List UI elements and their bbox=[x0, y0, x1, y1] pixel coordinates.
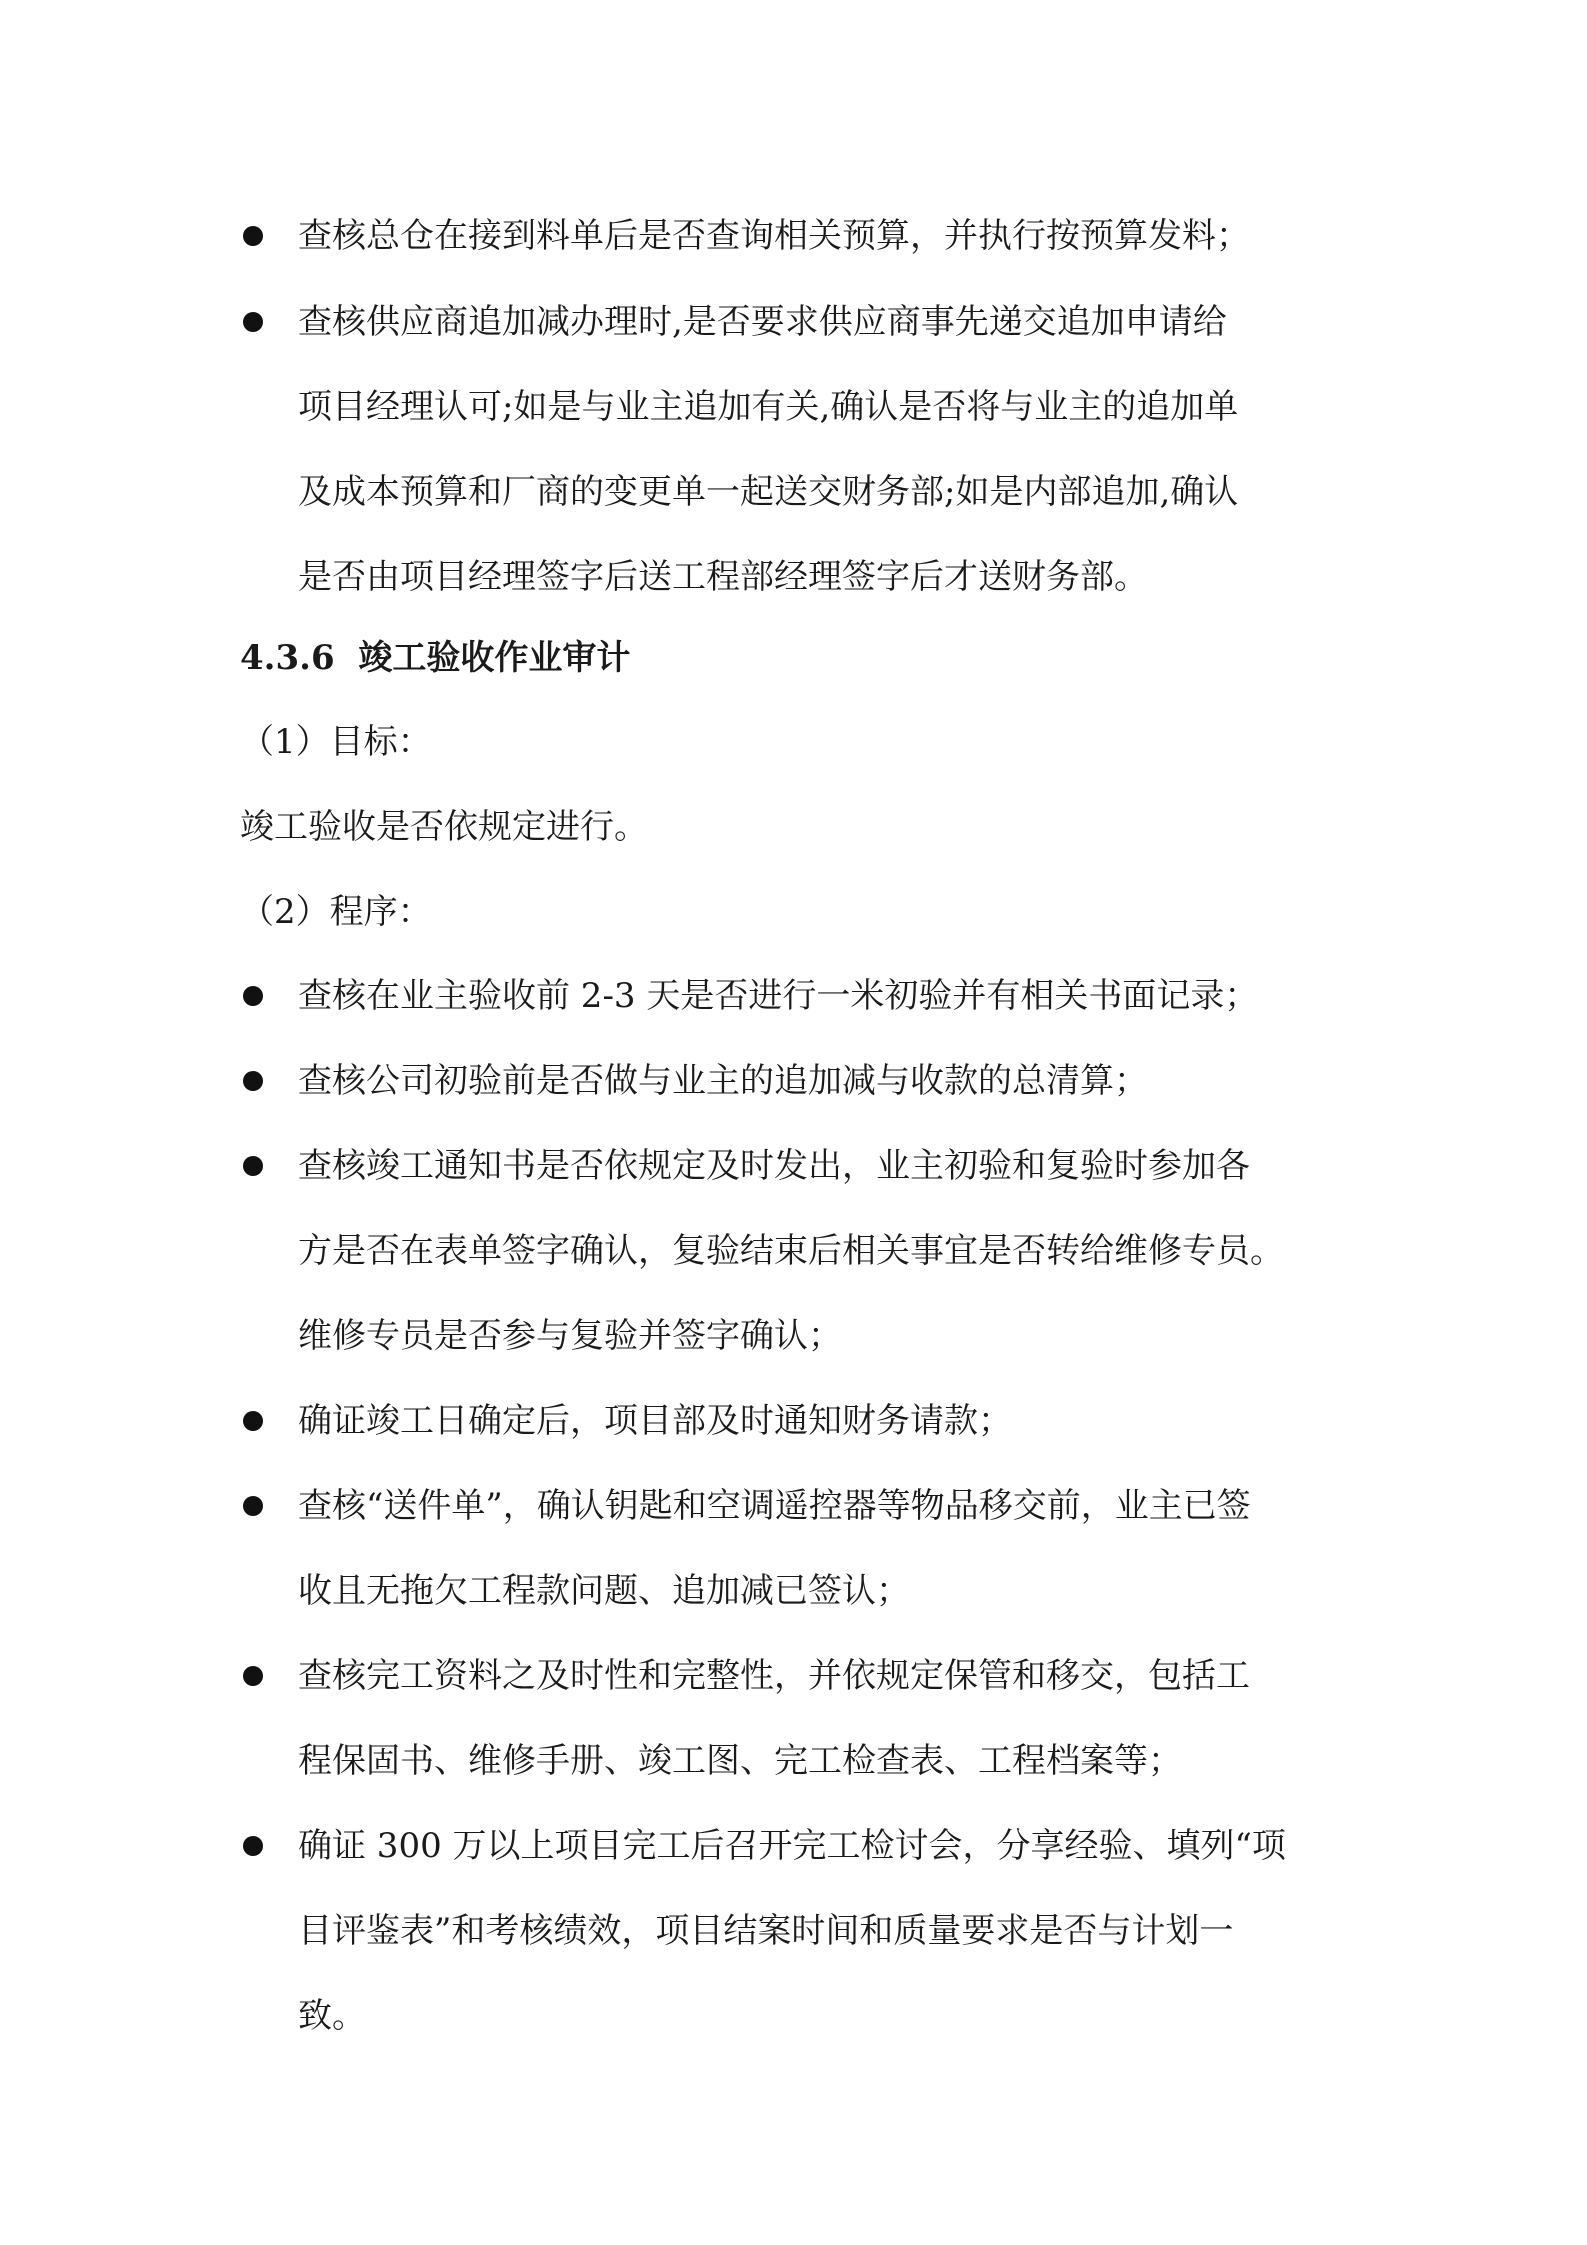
bullet-text: 维修专员是否参与复验并签字确认； bbox=[298, 1316, 842, 1356]
section-number: 4.3.6 bbox=[240, 638, 335, 678]
bullet-icon bbox=[243, 312, 263, 332]
bullet-text: 目评鉴表”和考核绩效，项目结案时间和质量要求是否与计划一 bbox=[298, 1911, 1234, 1951]
bullet-icon bbox=[243, 986, 263, 1006]
bullet-text: 项目经理认可;如是与业主追加有关,确认是否将与业主的追加单 bbox=[298, 387, 1239, 427]
section-title: 竣工验收作业审计 bbox=[358, 638, 631, 678]
bullet-icon bbox=[243, 226, 263, 246]
bullet-text: 程保固书、维修手册、竣工图、完工检查表、工程档案等； bbox=[298, 1741, 1182, 1781]
bullet-text: 确证 300 万以上项目完工后召开完工检讨会，分享经验、填列“项 bbox=[298, 1826, 1286, 1866]
bullet-text: 查核在业主验收前 2-3 天是否进行一米初验并有相关书面记录； bbox=[298, 976, 1259, 1016]
bullet-text: 查核总仓在接到料单后是否查询相关预算，并执行按预算发料； bbox=[298, 216, 1250, 256]
bullet-text: 确证竣工日确定后，项目部及时通知财务请款； bbox=[298, 1401, 1012, 1441]
bullet-text: 查核完工资料之及时性和完整性，并依规定保管和移交，包括工 bbox=[298, 1656, 1250, 1696]
goal-label: （1）目标： bbox=[240, 722, 432, 762]
bullet-text: 查核竣工通知书是否依规定及时发出，业主初验和复验时参加各 bbox=[298, 1146, 1250, 1186]
bullet-text: 是否由项目经理签字后送工程部经理签字后才送财务部。 bbox=[298, 557, 1148, 597]
bullet-text: 查核公司初验前是否做与业主的追加减与收款的总清算； bbox=[298, 1061, 1148, 1101]
bullet-icon bbox=[243, 1496, 263, 1516]
bullet-text: 收且无拖欠工程款问题、追加减已签认； bbox=[298, 1571, 910, 1611]
bullet-icon bbox=[243, 1411, 263, 1431]
bullet-icon bbox=[243, 1156, 263, 1176]
section-heading bbox=[240, 638, 630, 678]
procedure-label: （2）程序： bbox=[240, 892, 432, 932]
bullet-icon bbox=[243, 1666, 263, 1686]
bullet-text: 查核供应商追加减办理时,是否要求供应商事先递交追加申请给 bbox=[298, 302, 1227, 342]
bullet-text: 查核“送件单”，确认钥匙和空调遥控器等物品移交前，业主已签 bbox=[298, 1486, 1251, 1526]
bullet-text: 致。 bbox=[298, 1996, 366, 2036]
goal-text: 竣工验收是否依规定进行。 bbox=[240, 807, 648, 847]
bullet-text: 及成本预算和厂商的变更单一起送交财务部;如是内部追加,确认 bbox=[298, 472, 1239, 512]
bullet-icon bbox=[243, 1836, 263, 1856]
bullet-text: 方是否在表单签字确认，复验结束后相关事宜是否转给维修专员。 bbox=[298, 1231, 1284, 1271]
bullet-icon bbox=[243, 1071, 263, 1091]
